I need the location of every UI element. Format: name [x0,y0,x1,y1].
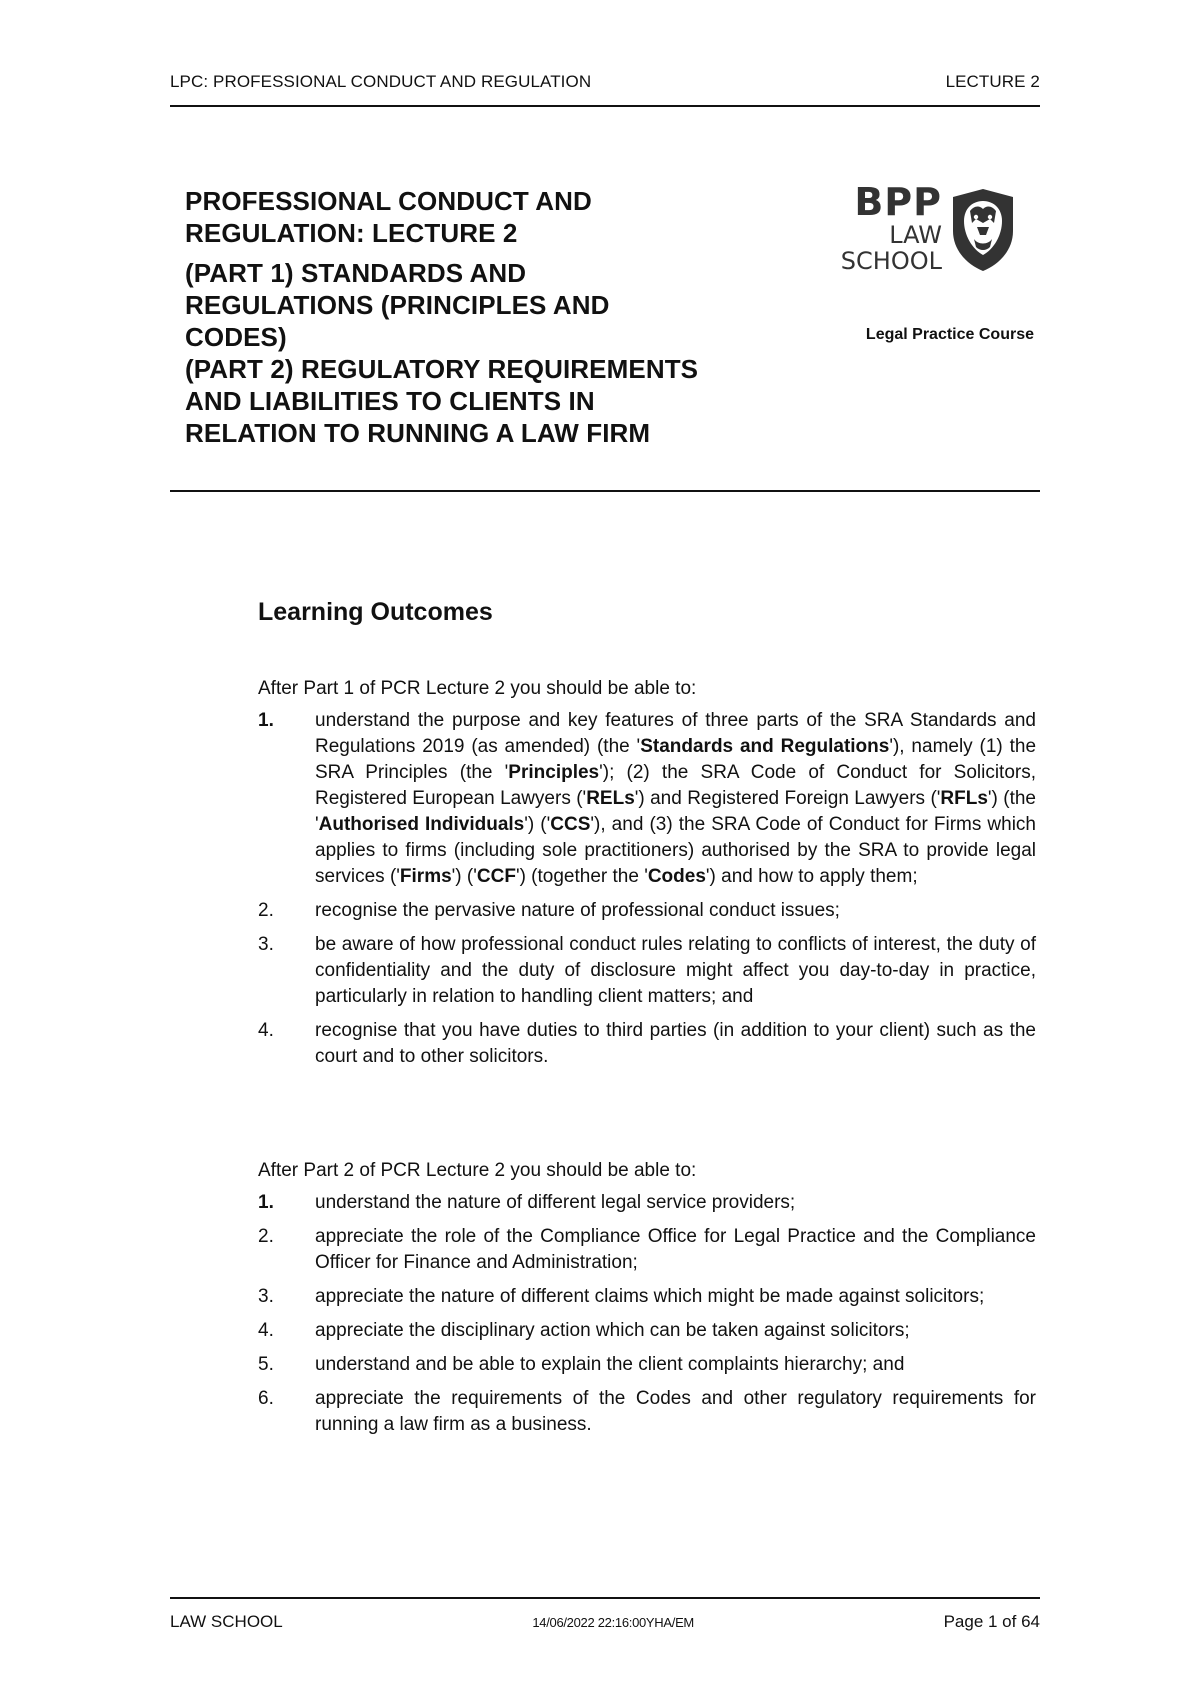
course-name: Legal Practice Course [865,326,1034,343]
page-header [170,72,1040,92]
item-text: recognise the pervasive nature of professional conduct issues; [315,900,840,921]
logo-school: SCHOOL [840,247,942,275]
title-line: REGULATIONS (PRINCIPLES AND [185,290,610,320]
title-line: PROFESSIONAL CONDUCT AND [185,186,592,216]
item-number: 3. [258,934,274,955]
lion-shield-icon [950,187,1016,273]
document-title [185,185,765,449]
page-number: Page 1 of 64 [943,1612,1040,1631]
defined-term: Authorised Individuals [318,814,525,835]
item-number: 6. [258,1388,274,1409]
list-item [258,1190,1036,1216]
defined-term: Principles [508,762,600,783]
title-line: RELATION TO RUNNING A LAW FIRM [185,418,651,448]
part2-outcomes-list [258,1190,1036,1446]
list-item [258,1284,1036,1310]
part1-intro: After Part 1 of PCR Lecture 2 you should be able to: [258,678,697,699]
defined-term: CCF [476,866,516,887]
title-line: (PART 2) REGULATORY REQUIREMENTS [185,354,699,384]
list-item [258,932,1036,1010]
part2-intro: After Part 2 of PCR Lecture 2 you should be able to: [258,1160,697,1181]
header-left: LPC: PROFESSIONAL CONDUCT AND REGULATION [170,72,592,91]
item-number: 1. [258,710,274,731]
list-item [258,1386,1036,1438]
item-number: 2. [258,900,274,921]
section-heading: Learning Outcomes [258,598,493,626]
footer-left: LAW SCHOOL [170,1612,283,1631]
defined-term: CCS [550,814,591,835]
part1-outcomes-list [258,708,1036,1078]
item-text: appreciate the disciplinary action which can be taken against solicitors; [315,1320,910,1341]
text-segment: ') (together the ' [515,866,648,887]
title-line: CODES) [185,322,287,352]
defined-term: Codes [647,866,706,887]
item-text: understand the nature of different legal service providers; [315,1192,796,1213]
item-number: 5. [258,1354,274,1375]
footer-timestamp: 14/06/2022 22:16:00YHA/EM [532,1615,694,1630]
bpp-law-school-logo [832,182,1032,282]
item-number: 3. [258,1286,274,1307]
list-item [258,708,1036,890]
item-number: 2. [258,1226,274,1247]
item-text: understand and be able to explain the client complaints hierarchy; and [315,1354,905,1375]
title-line: REGULATION: LECTURE 2 [185,218,518,248]
text-segment: ') and Registered Foreign Lawyers (' [634,788,941,809]
text-segment: ') (' [524,814,551,835]
text-segment: understand the purpose and key features of three parts of the SRA Standards and Regulations 2019 (as amended) (the ' [315,710,1036,757]
item-text: appreciate the nature of different claims which might be made against solicitors; [315,1286,985,1307]
text-segment: ') (' [451,866,477,887]
item-text [315,710,1036,887]
footer-rule [170,1597,1040,1599]
title-line: (PART 1) STANDARDS AND [185,258,527,288]
item-number: 4. [258,1020,274,1041]
header-rule [170,105,1040,107]
defined-term: RFLs [940,788,988,809]
item-text: appreciate the role of the Compliance Office for Legal Practice and the Compliance Officer for Finance and Administration; [315,1226,1036,1273]
list-item [258,1318,1036,1344]
defined-term: RELs [586,788,635,809]
item-text: be aware of how professional conduct rules relating to conflicts of interest, the duty of confidentiality and the duty of disclosure might affect you day-to-day in practice, particularly in relation to handling client matters; and [315,934,1036,1007]
text-segment: '), and (3) the SRA Code of Conduct for Firms which applies to firms (including sole practitioners) authorised by the SRA to provide legal services (' [315,814,1036,887]
defined-term: Standards and Regulations [640,736,890,757]
text-segment: '), namely (1) the SRA Principles (the ' [315,736,1037,783]
item-text: appreciate the requirements of the Codes and other regulatory requirements for running a law firm as a business. [315,1388,1036,1435]
list-item [258,1224,1036,1276]
list-item [258,1352,1036,1378]
list-item [258,1018,1036,1070]
text-segment: ') and how to apply them; [705,866,918,887]
logo-brand: BPP [854,180,942,224]
logo-law: LAW [889,221,942,249]
list-item [258,898,1036,924]
title-line: AND LIABILITIES TO CLIENTS IN [185,386,595,416]
text-segment: '); (2) the SRA Code of Conduct for Solicitors, Registered European Lawyers (' [315,762,1036,809]
logo-wordmark [832,182,942,274]
item-number: 4. [258,1320,274,1341]
defined-term: Firms [399,866,452,887]
item-number: 1. [258,1192,274,1213]
text-segment: ') (the ' [315,788,1036,835]
header-right: LECTURE 2 [945,72,1040,91]
page-footer [170,1612,1040,1632]
title-rule [170,490,1040,492]
item-text: recognise that you have duties to third parties (in addition to your client) such as the court and to other solicitors. [315,1020,1036,1067]
